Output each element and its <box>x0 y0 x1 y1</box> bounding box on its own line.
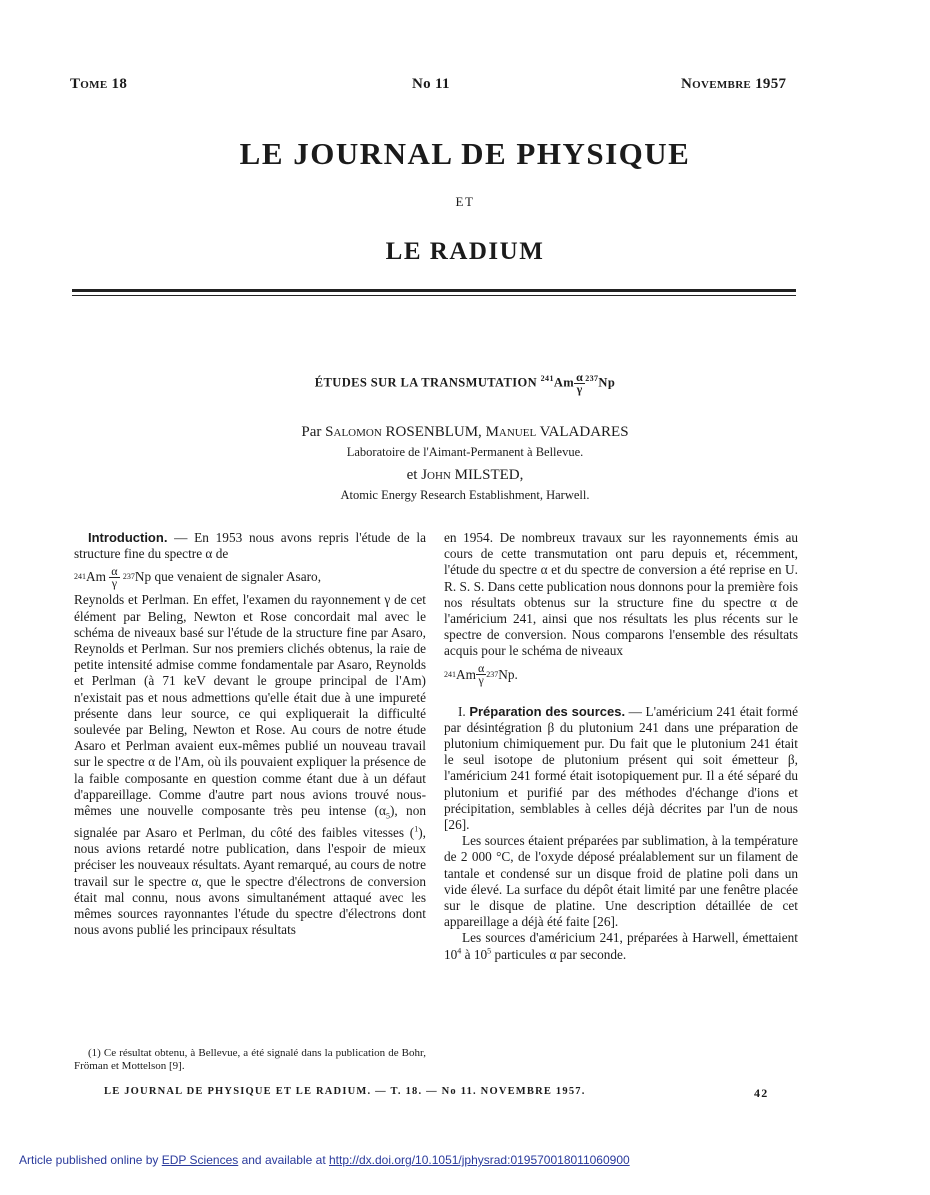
transmutation-fraction: $\frac{\alpha}{\gamma}$ <box>576 370 584 396</box>
affiliation-bellevue: Laboratoire de l'Aimant-Permanent à Bellevue. <box>346 445 584 459</box>
section-1-paragraph: I. Préparation des sources. — L'américium 241 était formé par désintégration β du plutonium 241 dans une préparation de plutonium chimiquement pur. Du fait que le plutonium 241 était le seul isotope de plutonium présent qui soit émetteur β, l'américium 241 formé était isotopiquement pur. Il a été séparé du plutonium et purifié par des méthodes d'échange d'ions et précipitation, semblables à celles déjà décrites par l'un de nous [26]. <box>444 703 799 833</box>
authors-line-1: Par Salomon ROSENBLUM, Manuel VALADARES <box>301 424 629 440</box>
section-1-heading: Préparation des sources. <box>469 703 626 719</box>
right-paragraph-3: Les sources étaient préparées par sublimation, à la température de 2 000 °C, de l'oxyde déposé préalablement sur un filament de tantale et condensé sur un disque froid de platine poli dans un vide élevé. La surface du dépôt était limité par une fenêtre placée sur le disque de platine. Une description détaillée de cet appareillage a déjà été faite [26]. <box>444 833 798 930</box>
right-column <box>444 530 798 963</box>
journal-title: LE JOURNAL DE PHYSIQUE <box>239 136 691 171</box>
page-number: 42 <box>754 1086 769 1100</box>
volume-label: Tome 18 <box>70 76 128 92</box>
running-footer: LE JOURNAL DE PHYSIQUE ET LE RADIUM. — T. 18. — No 11. NOVEMBRE 1957. <box>104 1086 586 1097</box>
intro-math-line: 241 Am $\frac{\alpha}{\gamma}$ 237 Np que venaient de signaler Asaro, <box>74 563 322 590</box>
doi-link[interactable]: http://dx.doi.org/10.1051/jphysrad:019570018011060900 <box>328 1153 630 1167</box>
left-column: Introduction. — En 1953 nous avons repris l'étude de la structure fine du spectre α de 241 Am $\frac{\alpha}{\gamma}$ 237 Np que venaient de signaler Asaro, Reynolds et Perlman. En effet, l'examen du rayonnement γ de cet élément par Beling, Newton et Rose concordait mal avec le schéma de niveaux basé sur l'étude de la structure fine par Asaro, Reynolds et Perlman. Sur nos premiers clichés obtenus, la raie de petite intensité admise comme fondamentale par Asaro, Reynolds et Perlman (à 71 keV devant le groupe principal de l'Am) n'existait pas et nous admettions qu'elle était due à une impureté présente dans leur source, ce qui expliquerait la difficulté soulevée par Beling, Newton et Rose. Au cours de notre étude Asaro et Perlman avaient eux-mêmes publié un nouveau travail sur le spectre α de l'Am, où ils pouvaient expliquer la présence de la faible composante en question comme étant due à un défaut d'appareillage. Comme d'autre part nous avions trouvé nous-mêmes une nouvelle composante très peu intense $(\alpha_5)$, non signalée par Asaro et Perlman, du côté des faibles vitesses ($^1$), nous avions retardé notre publication, dans l'espoir de mieux préciser les nouveaux résultats. Ayant remarqué, au cours de notre travail sur le spectre α, que le spectre d'électrons de conversion était mal connu, nous avons simultanément attaqué avec les mêmes sources rayonnantes l'étude du spectre d'électrons dont nous avons publié les principaux résultats <box>74 530 426 938</box>
issue-number: No 11 <box>412 76 450 92</box>
issue-date: Novembre 1957 <box>681 76 787 92</box>
journal-subtitle: LE RADIUM <box>385 238 545 265</box>
footnote: (1) Ce résultat obtenu, à Bellevue, a été signalé dans la publication de Bohr, Fröman et Mottelson [9]. <box>74 1047 426 1072</box>
article-title: ÉTUDES SUR LA TRANSMUTATION $^{241}$Am $\frac{\alpha}{\gamma}$ $^{237}$Np <box>314 370 616 396</box>
masthead-rule-bottom <box>72 295 796 296</box>
right-paragraph-4: Les sources d'américium 241, préparées à Harwell, émettaient $10^4$ à $10^5$ particules α par seconde. <box>444 930 798 962</box>
level-scheme-math: 241 Am $\frac{\alpha}{\gamma}$ 237 Np . <box>444 661 518 688</box>
intro-heading: Introduction. <box>88 530 168 545</box>
authors-line-2: et John MILSTED, <box>406 467 524 483</box>
affiliation-harwell: Atomic Energy Research Establishment, Harwell. <box>340 488 590 502</box>
right-paragraph-1: en 1954. De nombreux travaux sur les rayonnements émis au cours de cette transmutation ont paru depuis et, récemment, l'étude du spectre α et du spectre de conversion a été reprise en U. R. S. S. Dans cette publication nous donnons pour la première fois nos résultats obtenus sur la structure fine du spectre α de l'américium 241, ainsi que nos résultats les plus récents sur le spectre de conversion. Nous comparons l'ensemble des résultats acquis pour le schéma de niveaux <box>444 530 798 659</box>
edp-sciences-link[interactable]: EDP Sciences <box>161 1153 239 1167</box>
publisher-notice: Article published online by EDP Sciences and available at http://dx.doi.org/10.1051/jphysrad:019570018011060900 <box>19 1153 630 1167</box>
journal-et: ET <box>455 194 475 209</box>
masthead-rule-top <box>72 289 796 292</box>
intro-paragraph: Introduction. — En 1953 nous avons repris l'étude de la structure fine du spectre α de <box>74 530 426 562</box>
